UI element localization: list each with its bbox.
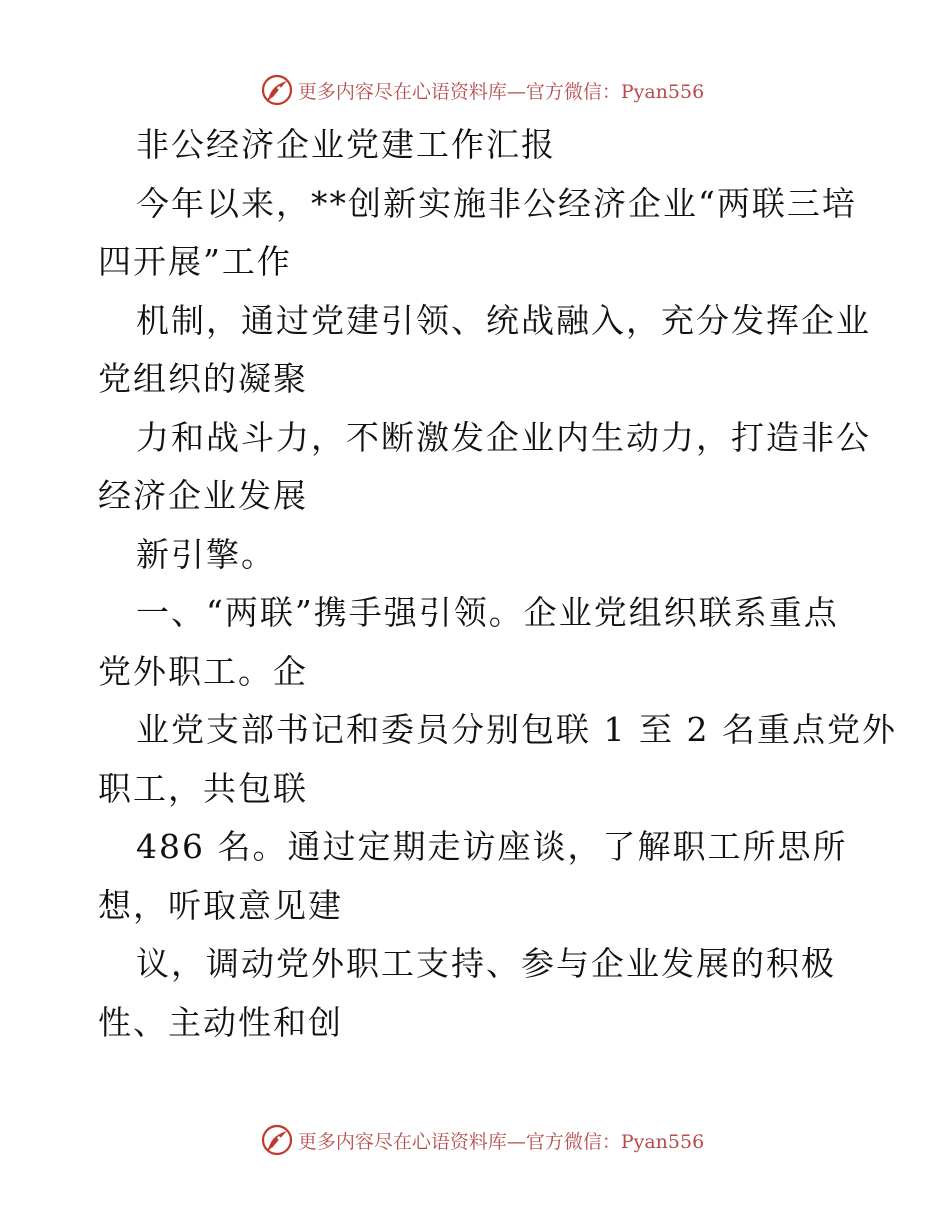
- paragraph-line: 业党支部书记和委员分别包联 1 至 2 名重点党外: [136, 710, 897, 749]
- paragraph-line: 党外职工。企: [98, 651, 308, 691]
- paragraph-line: 议，调动党外职工支持、参与企业发展的积极: [136, 944, 836, 983]
- pen-logo-icon: [260, 73, 294, 107]
- paragraph-line: 经济企业发展: [98, 476, 308, 515]
- paragraph-line: 非公经济企业党建工作汇报: [136, 125, 556, 164]
- paragraph-line: 四开展”工作: [98, 242, 292, 281]
- header-banner-inner: [260, 73, 704, 107]
- paragraph-line: 党组织的凝聚: [98, 359, 308, 398]
- footer-banner-text: 更多内容尽在心语资料库—官方微信：Pyan556: [297, 1130, 705, 1153]
- paragraph-line: 性、主动性和创: [98, 1002, 343, 1042]
- footer-banner: [0, 1120, 950, 1160]
- paragraph-line: 今年以来，**创新实施非公经济企业“两联三培: [136, 183, 857, 223]
- paragraph-line: 想，听取意见建: [98, 885, 343, 925]
- paragraph-line: 一、“两联”携手强引领。企业党组织联系重点: [136, 593, 839, 632]
- paragraph-line: 机制，通过党建引领、统战融入，充分发挥企业: [136, 300, 871, 340]
- paragraph-line: 新引擎。: [136, 534, 276, 574]
- document-body: [98, 116, 897, 1052]
- pen-logo-icon: [260, 1123, 294, 1157]
- paragraph-line: 486 名。通过定期走访座谈，了解职工所思所: [136, 827, 848, 866]
- header-banner-text: 更多内容尽在心语资料库—官方微信：Pyan556: [297, 80, 705, 103]
- header-banner: [0, 70, 950, 110]
- paragraph-line: 力和战斗力，不断激发企业内生动力，打造非公: [136, 417, 871, 457]
- footer-banner-inner: [260, 1123, 704, 1157]
- paragraph-line: 职工，共包联: [98, 768, 308, 808]
